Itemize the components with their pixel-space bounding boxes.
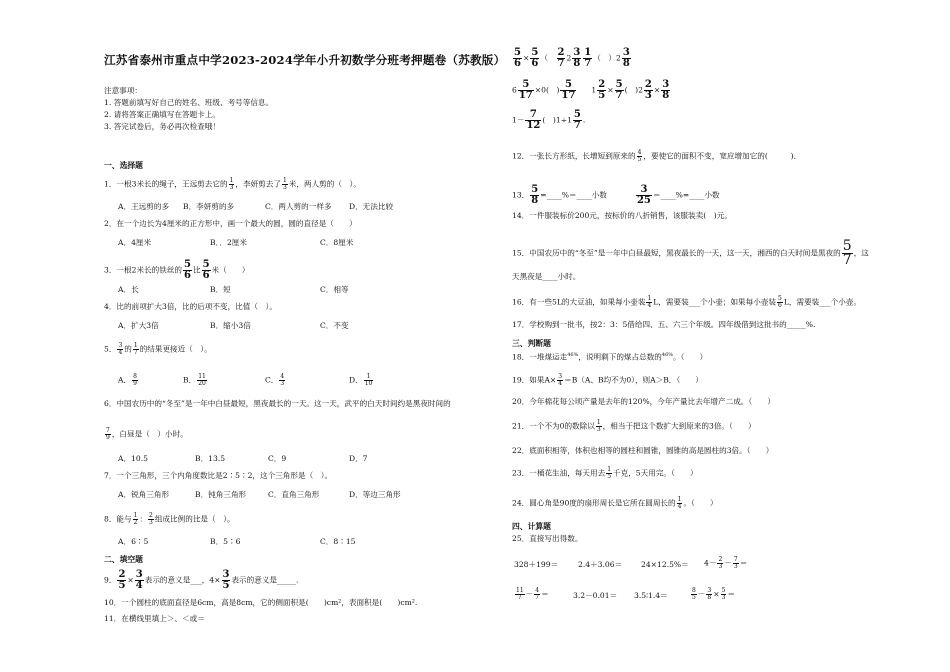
option: C．9 (268, 454, 287, 463)
option: D．等边三角形 (349, 490, 401, 499)
question-13: 13． $\frac{5}{8}$ =____%＝____小数 $\frac{3}{25}$ ＝____%=____小数 (512, 184, 720, 206)
option: A．王远剪的多 (118, 202, 170, 211)
option: A． $\frac{8}{9}$ (118, 373, 137, 387)
notice-item: 2. 请将答案正确填写在答题卡上。 (104, 110, 220, 119)
question-8: 8．能与 $\frac{1}{2}$ ： $\frac{2}{3}$ 组成比例的比是（ ）。 (104, 512, 235, 526)
section-fill: 二、填空题 (104, 555, 143, 564)
question-6: 6．中国农历中的“冬至”是一年中白昼最短，黑夜最长的一天。这一天，武平的白天时间约是黑夜时间的 (104, 399, 451, 408)
option: B． $\frac{11}{20}$ (183, 373, 206, 387)
calc-item: $\frac{8}{5}$ － $\frac{3}{8}$ × $\frac{5}{3}$ ＝ (692, 587, 736, 601)
option: D． $\frac{1}{10}$ (349, 373, 373, 387)
option: A．扩大3倍 (118, 321, 159, 330)
option: B．13.5 (195, 454, 226, 463)
question-19: 19．如果A× $\frac{3}{4}$ ＝B（A、B均不为0），则A＞B．（ ） (512, 373, 703, 387)
question-3: 3．一根2米长的铁丝的 $\frac{5}{6}$ 比 $\frac{5}{6}$ 米（ ） (104, 259, 250, 281)
option: B．钝角三角形 (195, 490, 247, 499)
option: A．6∶5 (118, 537, 149, 546)
compare-row-3: 1－ $\frac{7}{12}$ ( )1÷1 $\frac{5}{7}$ . (512, 109, 586, 131)
calc-item: 328＋199＝ (514, 560, 559, 569)
question-23: 23．一桶花生油，每天用去 $\frac{1}{5}$ 千克，5天用完。（ ） (512, 466, 698, 480)
question-4: 4．比的前项扩大3倍，比的后项不变，比值（ ）。 (104, 302, 277, 311)
option: A．长 (118, 285, 139, 294)
option: B．李妍剪的多 (183, 202, 235, 211)
question-12: 12．一张长方形纸，长增短到原来的 $\frac{4}{5}$ ，要使它的面积不变，宽应增加它的( )． (512, 149, 802, 163)
notice-item: 1. 答题前填写好自己的姓名、班级、考号等信息。 (104, 98, 274, 107)
option: C．8∶15 (320, 537, 356, 546)
compare-row-1: $\frac{5}{6}$ × $\frac{5}{6}$ （ $\frac{2}{7}$ 2 $\frac{3}{8}$ $\frac{1}{7}$ （ ）2 $\frac{3}{8}$ (514, 47, 630, 69)
option: C．相等 (320, 285, 349, 294)
question-16: 16．有一些5L的大豆油，如果每小壶装 $\frac{1}{4}$ L，需要装___个小壶；如果每小壶装 $\frac{5}{6}$ L，需要装___个小壶。 (512, 295, 862, 309)
option: C．两人剪的一样多 (265, 202, 332, 211)
question-2: 2．在一个边长为4厘米的正方形中，画一个最大的圆，圆的直径是（ ） (104, 219, 357, 228)
notice-item: 3. 答完试卷后，务必再次检查哦！ (104, 122, 220, 131)
question-25: 25．直接写出得数。 (512, 534, 583, 543)
option: C．不变 (320, 321, 349, 330)
option: C．直角三角形 (268, 490, 320, 499)
option: A．锐角三角形 (118, 490, 170, 499)
question-22: 22．底面积相等，体积也相等的圆柱和圆锥，圆锥的高是圆柱的3倍。（ ） (512, 446, 774, 455)
option: D．无法比较 (349, 202, 394, 211)
option: A．10.5 (118, 454, 148, 463)
option: C．8厘米 (320, 238, 354, 247)
option: B．．2厘米 (210, 238, 247, 247)
option: C． $\frac{4}{3}$ (265, 373, 285, 387)
question-15: 15．中国农历中的“冬至”是一年中白昼最短，黑夜最长的一天，这一天，湘西的白天时间是黑夜的 $\frac{5}{7}$ ，这 (512, 238, 869, 268)
section-choice: 一、选择题 (104, 161, 143, 170)
question-10: 10．一个圆柱的底面直径是6cm，高是8cm，它的侧面积是( )cm²，表面积是( )cm². (104, 598, 418, 607)
question-6-cont: $\frac{7}{9}$ ，白昼是（ ）小时。 (106, 427, 188, 441)
calc-item: 4－ $\frac{2}{3}$ － $\frac{7}{3}$ ＝ (704, 556, 748, 570)
calc-item: 3.2－0.01＝ (573, 591, 618, 600)
question-5: 5． $\frac{3}{4}$ 的 $\frac{1}{7}$ 的结果更接近（ ）。 (104, 342, 212, 356)
option: B．缩小3倍 (210, 321, 251, 330)
question-11: 11．在横线里填上＞、＜或＝ (104, 614, 205, 623)
option: B．5∶6 (210, 537, 241, 546)
calc-item: 24×12.5%＝ (641, 560, 689, 569)
option: D．7 (349, 454, 368, 463)
section-calc: 四、计算题 (512, 522, 551, 531)
question-14: 14．一件服装标价200元，按标价的八折销售，该服装卖( )元。 (512, 211, 732, 220)
option: A．4厘米 (118, 238, 152, 247)
question-1: 1．一根3米长的绳子，王远剪去它的 $\frac{1}{3}$ ，李妍剪去了 $\frac{1}{3}$ 米，两人剪的（ ）。 (104, 177, 361, 191)
question-24: 24．圆心角是90度的扇形周长是它所在圆周长的 $\frac{1}{4}$ 。（ ） (512, 496, 718, 510)
calc-item: $\frac{11}{7}$ － $\frac{4}{7}$ ＝ (516, 587, 549, 601)
question-15-cont: 天黑夜是____小时。 (512, 272, 581, 281)
question-18: 18．一堆煤运走$^{46\%}$，说明剩下的煤占总数的$^{46\%}$。（ ） (512, 352, 708, 362)
calc-item: 3.5∶1.4＝ (634, 591, 668, 600)
question-17: 17．学校购到一批书，按2：3：5借给四、五、六三个年级。四年级借到这批书的_____%. (512, 320, 816, 329)
question-21: 21．一个不为0的数除以 $\frac{1}{3}$ ，相当于把这个数扩大到原来的3倍。（ ） (512, 419, 756, 433)
option: B．短 (210, 285, 231, 294)
section-judge: 三、判断题 (512, 339, 551, 348)
question-20: 20．今年棉花每公顷产量是去年的120%，今年产量比去年增产二成。（ ） (512, 397, 775, 406)
question-9: 9． $\frac{2}{5}$ × $\frac{3}{4}$ 表示的意义是___，4× $\frac{3}{5}$ 表示的意义是_____. (104, 569, 299, 591)
page-title: 江苏省泰州市重点中学2023-2024学年小升初数学分班考押题卷（苏教版） (104, 53, 506, 67)
compare-row-2: 6 $\frac{5}{17}$ ×0( ) $\frac{5}{17}$ 1 $\frac{2}{5}$ × $\frac{5}{7}$ ( )2 $\frac{2}{3}$ × $\frac{3}{8}$ (512, 79, 670, 101)
question-7: 7．一个三角形，三个内角度数比是2∶5∶2，这个三角形是（ ）。 (104, 471, 333, 480)
calc-item: 2.4＋3.06＝ (578, 560, 623, 569)
notice-heading: 注意事项： (104, 86, 142, 95)
